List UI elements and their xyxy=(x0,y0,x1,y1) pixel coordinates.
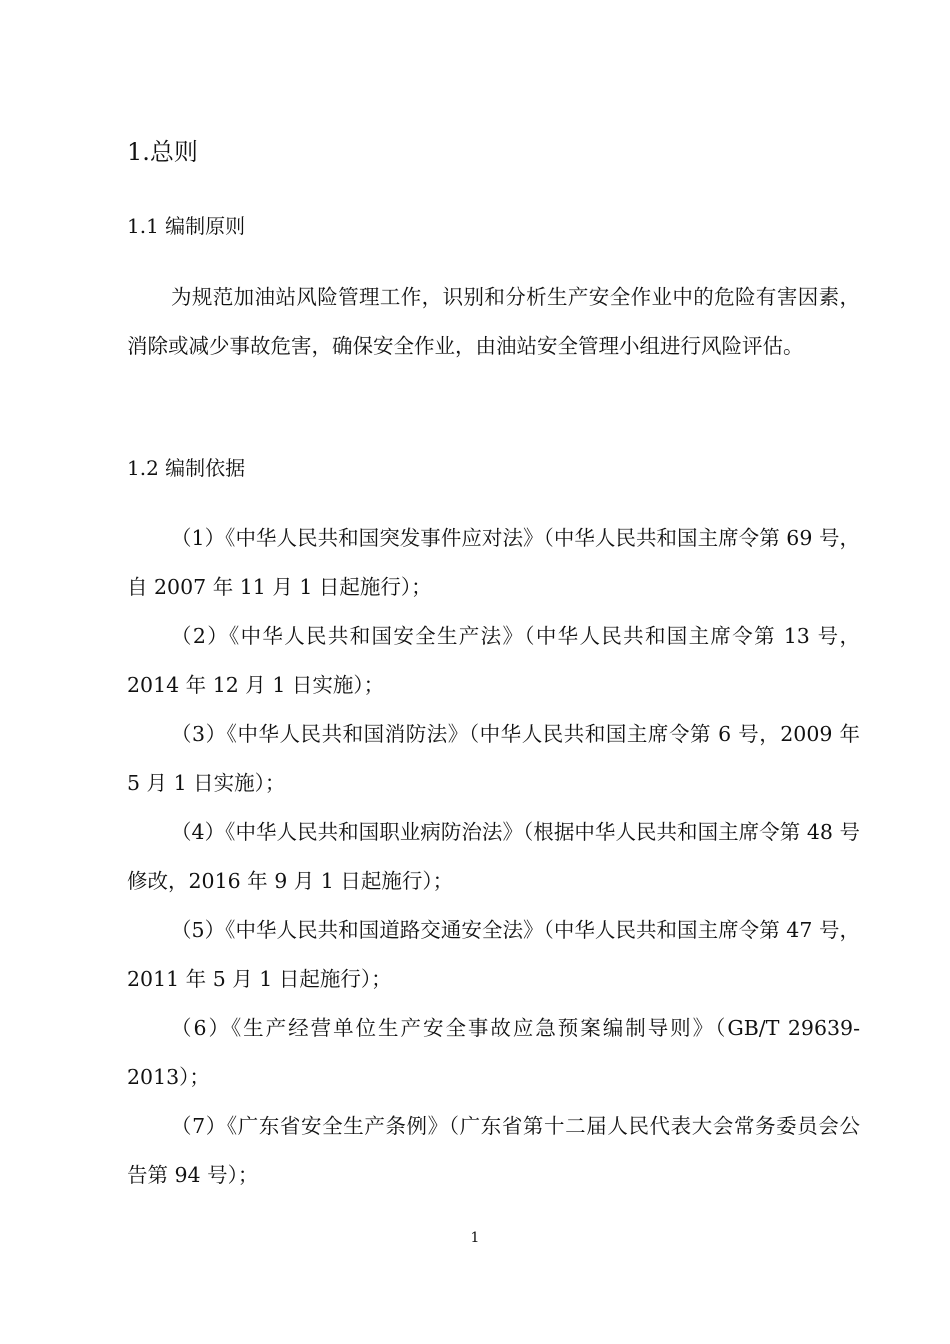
reference-item: （1）《中华人民共和国突发事件应对法》（中华人民共和国主席令第 69 号，自 2007 年 11 月 1 日起施行）； xyxy=(127,526,860,599)
page-number: 1 xyxy=(470,1230,480,1246)
section-heading-compilation-principle: 1.1 编制原则 xyxy=(127,214,246,238)
reference-item: （2）《中华人民共和国安全生产法》（中华人民共和国主席令第 13 号，2014 年 12 月 1 日实施）； xyxy=(127,624,860,697)
reference-item: （3）《中华人民共和国消防法》（中华人民共和国主席令第 6 号，2009 年 5 月 1 日实施）； xyxy=(127,722,860,795)
section-heading-compilation-basis: 1.2 编制依据 xyxy=(127,456,246,480)
reference-item: （6）《生产经营单位生产安全事故应急预案编制导则》（GB/T 29639-2013）； xyxy=(127,1016,860,1089)
reference-item: （5）《中华人民共和国道路交通安全法》（中华人民共和国主席令第 47 号，2011 年 5 月 1 日起施行）； xyxy=(127,918,860,991)
reference-item: （7）《广东省安全生产条例》（广东省第十二届人民代表大会常务委员会公告第 94 号）； xyxy=(127,1114,860,1187)
section-body-paragraph: 为规范加油站风险管理工作，识别和分析生产安全作业中的危险有害因素，消除或减少事故危害，确保安全作业，由油站安全管理小组进行风险评估。 xyxy=(127,285,860,358)
reference-item: （4）《中华人民共和国职业病防治法》（根据中华人民共和国主席令第 48 号修改，2016 年 9 月 1 日起施行）； xyxy=(127,820,860,893)
chapter-heading: 1.总则 xyxy=(127,138,198,166)
